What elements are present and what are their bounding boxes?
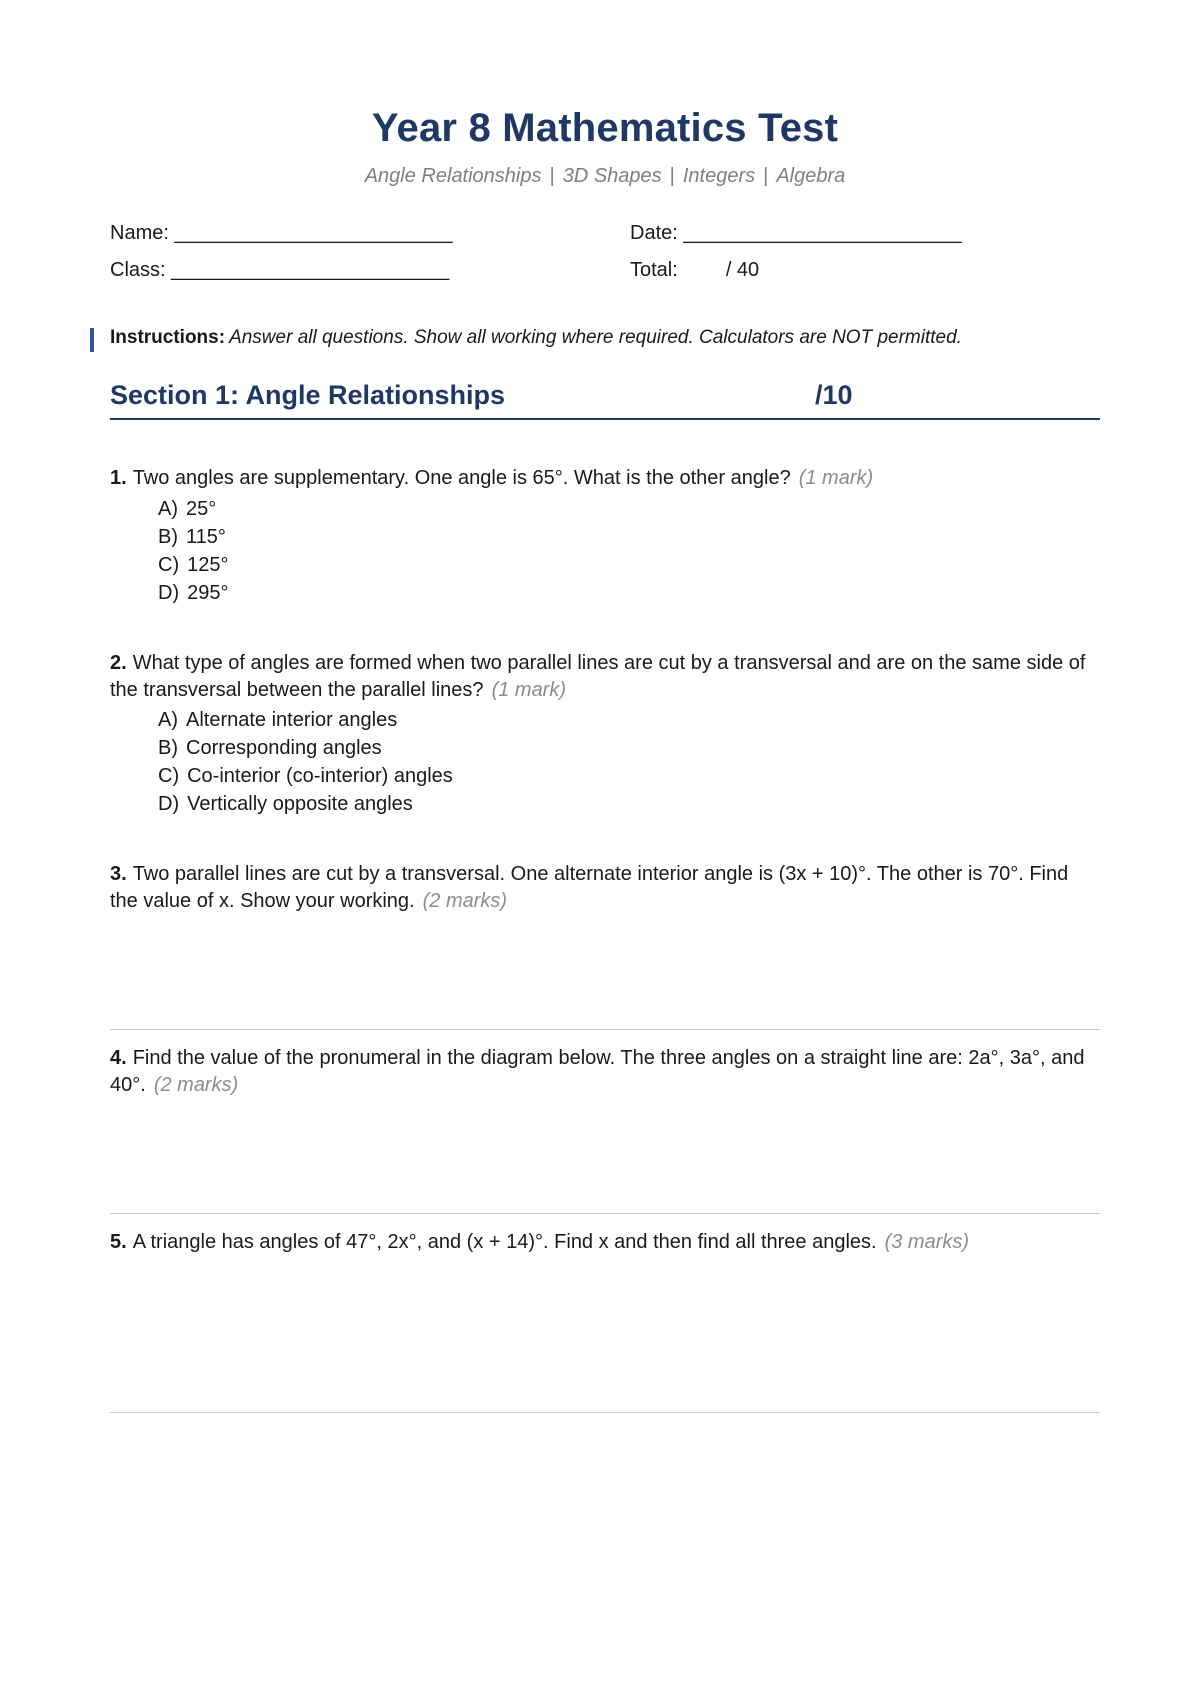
option-letter: A) xyxy=(158,709,178,731)
option-text: 115° xyxy=(186,526,226,548)
question-marks: (1 mark) xyxy=(491,679,567,701)
section-title: Section 1: Angle Relationships xyxy=(110,380,506,410)
question-2-options xyxy=(158,706,453,818)
section-marks: /10 xyxy=(815,380,853,410)
question-3 xyxy=(110,861,1100,915)
question-marks: (1 mark) xyxy=(798,467,874,489)
option-b[interactable] xyxy=(158,734,453,762)
question-marks: (3 marks) xyxy=(884,1231,970,1253)
topic-separator: | xyxy=(763,165,769,187)
topic-item: Algebra xyxy=(776,165,846,187)
option-a[interactable] xyxy=(158,495,228,523)
question-2 xyxy=(110,650,1100,704)
date-field[interactable]: Date: _________________________ xyxy=(630,222,962,244)
topic-separator: | xyxy=(669,165,675,187)
question-text: A triangle has angles of 47°, 2x°, and (x + 14)°. Find x and then find all three angles. xyxy=(132,1231,877,1253)
question-number: 3. xyxy=(110,863,127,885)
topic-list xyxy=(110,165,1100,188)
option-letter: C) xyxy=(158,554,180,576)
question-number: 5. xyxy=(110,1231,127,1253)
page-title: Year 8 Mathematics Test xyxy=(371,106,839,150)
topic-item: Angle Relationships xyxy=(364,165,542,187)
option-d[interactable] xyxy=(158,790,453,818)
option-letter: B) xyxy=(158,526,178,548)
question-number: 4. xyxy=(110,1047,127,1069)
answer-space-divider[interactable] xyxy=(110,1213,1100,1214)
option-letter: D) xyxy=(158,582,180,604)
instructions-label: Instructions: xyxy=(110,327,226,348)
question-marks: (2 marks) xyxy=(422,890,508,912)
question-number: 1. xyxy=(110,467,127,489)
total-label: Total: xyxy=(630,259,678,281)
name-field[interactable]: Name: _________________________ xyxy=(110,222,453,244)
instructions-body: Answer all questions. Show all working where required. Calculators are NOT permitted. xyxy=(229,327,962,348)
option-c[interactable] xyxy=(158,551,228,579)
option-text: Corresponding angles xyxy=(186,737,382,759)
option-c[interactable] xyxy=(158,762,453,790)
topic-item: 3D Shapes xyxy=(562,165,662,187)
option-letter: A) xyxy=(158,498,178,520)
total-field xyxy=(630,259,759,282)
option-letter: C) xyxy=(158,765,180,787)
option-text: 295° xyxy=(187,582,229,604)
question-text: What type of angles are formed when two parallel lines are cut by a transversal and are on the same side of the transversal between the parallel lines? xyxy=(110,652,1086,701)
option-letter: B) xyxy=(158,737,178,759)
class-field[interactable]: Class: _________________________ xyxy=(110,259,450,281)
option-text: 125° xyxy=(187,554,229,576)
option-a[interactable] xyxy=(158,706,453,734)
test-page xyxy=(110,0,1100,1696)
option-text: Vertically opposite angles xyxy=(187,793,413,815)
question-text: Two parallel lines are cut by a transversal. One alternate interior angle is (3x + 10)°. The other is 70°. Find the value of x. Show your working. xyxy=(110,863,1069,912)
instructions-accent-bar xyxy=(90,328,94,352)
question-text: Find the value of the pronumeral in the diagram below. The three angles on a straight line are: 2a°, 3a°, and 40°. xyxy=(110,1047,1085,1096)
topic-item: Integers xyxy=(682,165,756,187)
instructions-text xyxy=(110,327,962,349)
section-header xyxy=(110,380,1100,420)
option-letter: D) xyxy=(158,793,180,815)
question-marks: (2 marks) xyxy=(153,1074,239,1096)
option-text: Alternate interior angles xyxy=(186,709,398,731)
total-value: / 40 xyxy=(725,259,760,281)
answer-space-divider[interactable] xyxy=(110,1412,1100,1413)
option-b[interactable] xyxy=(158,523,228,551)
topic-separator: | xyxy=(549,165,555,187)
question-1-options xyxy=(158,495,228,607)
answer-space-divider[interactable] xyxy=(110,1029,1100,1030)
question-4 xyxy=(110,1045,1100,1099)
question-text: Two angles are supplementary. One angle is 65°. What is the other angle? xyxy=(132,467,791,489)
question-number: 2. xyxy=(110,652,127,674)
question-1 xyxy=(110,465,1100,492)
option-text: 25° xyxy=(186,498,217,520)
option-text: Co-interior (co-interior) angles xyxy=(187,765,453,787)
question-5 xyxy=(110,1229,1100,1256)
option-d[interactable] xyxy=(158,579,228,607)
